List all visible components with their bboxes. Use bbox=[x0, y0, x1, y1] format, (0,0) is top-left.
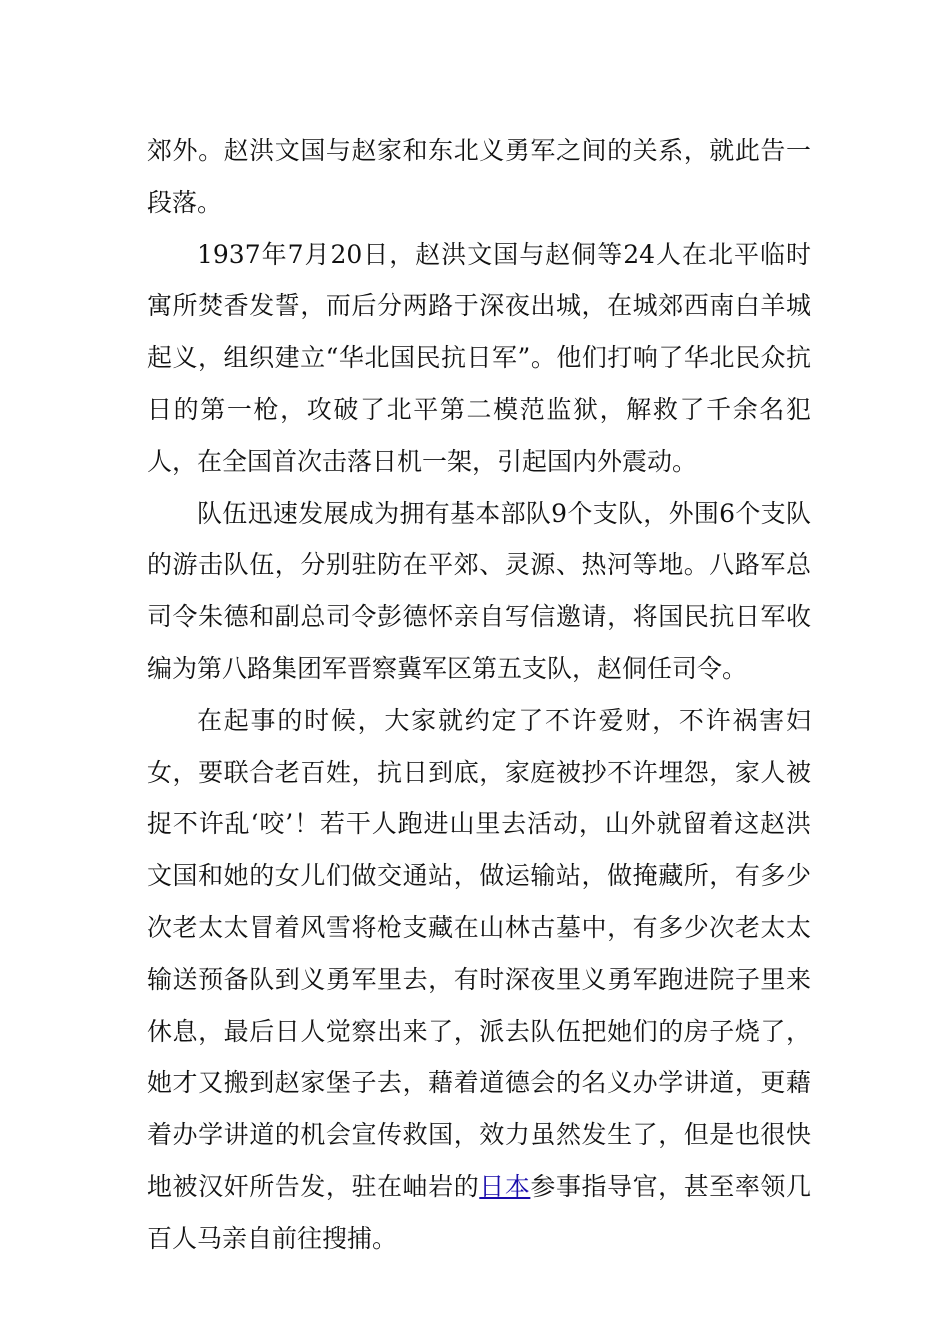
paragraph-3: 队伍迅速发展成为拥有基本部队9个支队，外围6个支队的游击队伍，分别驻防在平郊、灵源、热河等地。八路军总司令朱德和副总司令彭德怀亲自写信邀请，将国民抗日军收编为第八路集团军晋察冀军区第五支队，赵侗任司令。 bbox=[147, 498, 811, 683]
japan-link[interactable]: 日本 bbox=[479, 1171, 531, 1201]
document-body bbox=[147, 125, 811, 1265]
paragraph-1: 郊外。赵洪文国与赵家和东北义勇军之间的关系，就此告一段落。 bbox=[147, 136, 811, 217]
paragraph-2: 1937年7月20日，赵洪文国与赵侗等24人在北平临时寓所焚香发誓，而后分两路于深夜出城，在城郊西南白羊城起义，组织建立“华北国民抗日军”。他们打响了华北民众抗日的第一枪，攻破了北平第二模范监狱，解救了千余名犯人，在全国首次击落日机一架，引起国内外震动。 bbox=[147, 239, 811, 476]
paragraph-4 bbox=[147, 695, 811, 1265]
paragraph-4-text-after-link: 参事指导官，甚至率领几百人马亲自前往搜捕。 bbox=[147, 1171, 811, 1253]
paragraph-4-text-before-link: 在起事的时候，大家就约定了不许爱财，不许祸害妇女，要联合老百姓，抗日到底，家庭被抄不许埋怨，家人被捉不许乱‘咬’！若干人跑进山里去活动，山外就留着这赵洪文国和她的女儿们做交通站，做运输站，做掩藏所，有多少次老太太冒着风雪将枪支藏在山林古墓中，有多少次老太太输送预备队到义勇军里去，有时深夜里义勇军跑进院子里来休息，最后日人觉察出来了，派去队伍把她们的房子烧了，她才又搬到赵家堡子去，藉着道德会的名义办学讲道，更藉着办学讲道的机会宣传救国，效力虽然发生了，但是也很快地被汉奸所告发，驻在岫岩的 bbox=[147, 705, 811, 1201]
